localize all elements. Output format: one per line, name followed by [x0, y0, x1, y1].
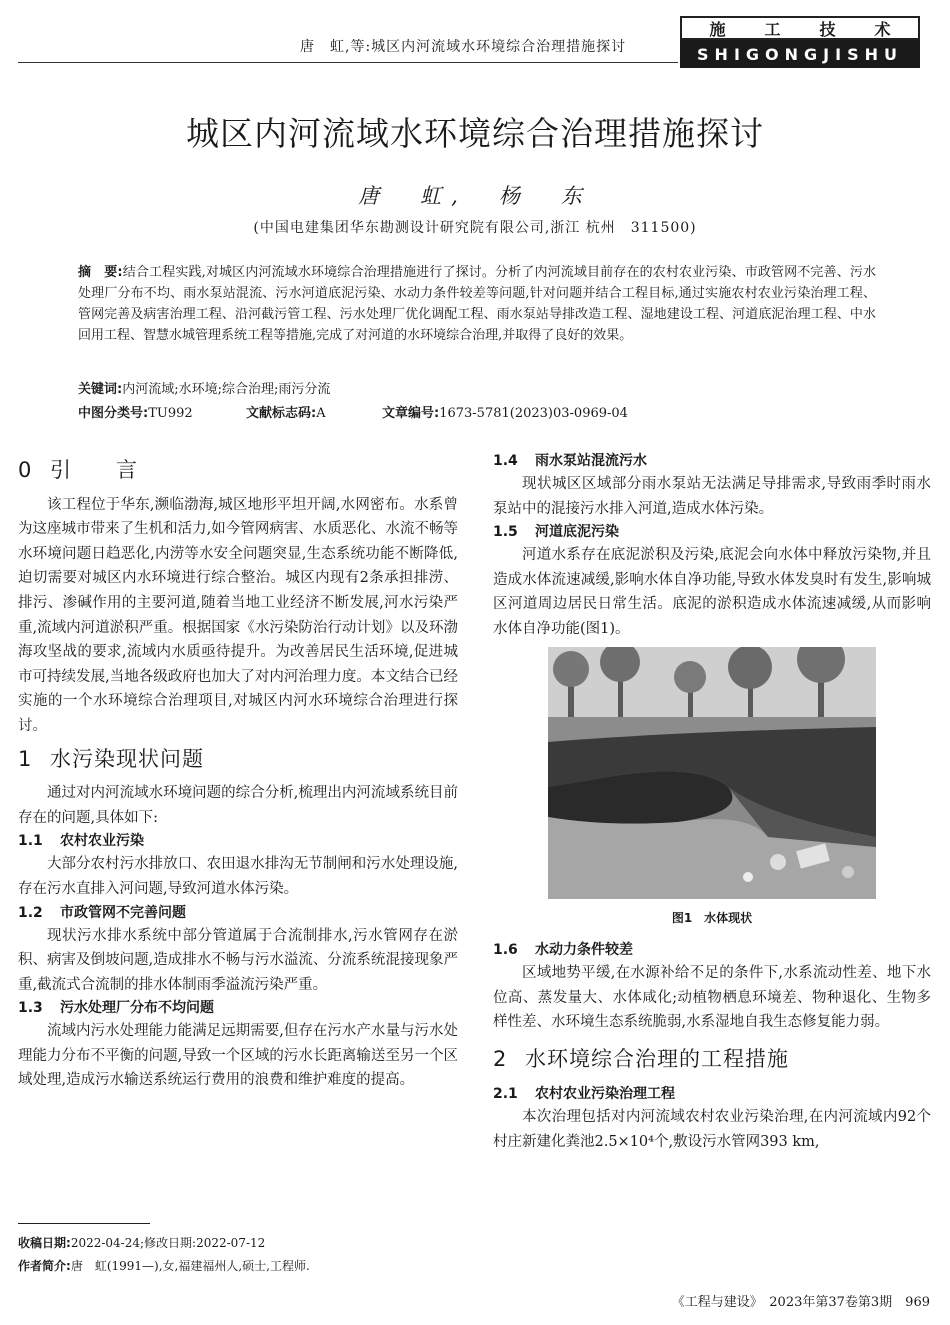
- subsection-heading: 1.3 污水处理厂分布不均问题: [18, 1000, 214, 1017]
- article-title: 城区内河流域水环境综合治理措施探讨: [186, 114, 764, 153]
- subsection-heading: 2.1 农村农业污染治理工程: [493, 1086, 675, 1103]
- paragraph: 本次治理包括对内河流域农村农业污染治理,在内河流域内92个村庄新建化粪池2.5×10⁴个,敷设污水管网393 km,: [493, 1109, 931, 1150]
- running-title: 唐 虹,等:城区内河流域水环境综合治理措施探讨: [300, 39, 627, 55]
- column-name-cn: 施 工 技 术: [680, 16, 920, 40]
- paragraph: 现状城区区域部分雨水泵站无法满足导排需求,导致雨季时雨水泵站中的混接污水排入河道,造成水体污染。: [493, 476, 931, 517]
- photo-illustration: [548, 647, 876, 899]
- article-number: 1673-5781(2023)03-0969-04: [439, 406, 628, 421]
- paragraph: 区域地势平缓,在水源补给不足的条件下,水系流动性差、地下水位高、蒸发量大、水体咸化;动植物栖息环境差、物种退化、生物多样性差、水环境生态系统脆弱,水系湿地自我生态修复能力弱。: [493, 965, 931, 1031]
- header-rule: [18, 62, 678, 63]
- affiliation: (中国电建集团华东勘测设计研究院有限公司,浙江 杭州 311500): [253, 220, 697, 236]
- abstract-text: 结合工程实践,对城区内河流域水环境综合治理措施进行了探讨。分析了内河流域目前存在的农村农业污染、市政管网不完善、污水处理厂分布不均、雨水泵站混流、污水河道底泥污染、水动力条件较差等问题,针对问题并结合工程目标,通过实施农村农业污染治理工程、管网完善及病害治理工程、沿河截污管工程、污水处理厂优化调配工程、雨水泵站导排改造工程、湿地建设工程、河道底泥治理工程、中水回用工程、智慧水城管理系统工程等措施,完成了对河道的水环境综合治理,并取得了良好的效果。: [78, 265, 876, 343]
- received-date: 收稿日期:2022-04-24;修改日期:2022-07-12: [18, 1236, 266, 1250]
- footnote-rule: [18, 1223, 150, 1224]
- paragraph: 通过对内河流域水环境问题的综合分析,梳理出内河流域系统目前存在的问题,具体如下:: [18, 785, 458, 826]
- document-code: A: [316, 406, 326, 421]
- journal-page-info: 《工程与建设》 2023年第37卷第3期 969: [671, 1295, 930, 1310]
- paragraph: 流域内污水处理能力能满足远期需要,但存在污水产水量与污水处理能力分布不平衡的问题,导致一个区域的污水长距离输送至另一个区域处理,造成污水输送系统运行费用的浪费和维护难度的提高。: [18, 1023, 458, 1089]
- water-condition-photo: [548, 647, 876, 899]
- section-heading: 0 引 言: [18, 458, 138, 482]
- subsection-heading: 1.1 农村农业污染: [18, 833, 144, 850]
- paragraph: 河道水系存在底泥淤积及污染,底泥会向水体中释放污染物,并且造成水体流速减缓,影响水体自净功能,导致水体发臭时有发生,影响城区河道周边居民日常生活。底泥的淤积造成水体流速减缓,从而影响水体自净功能(图1)。: [493, 547, 931, 637]
- left-column: [18, 458, 458, 1093]
- section-heading: 2 水环境综合治理的工程措施: [493, 1046, 789, 1071]
- paragraph: 大部分农村污水排放口、农田退水排沟无节制闸和污水处理设施,存在污水直排入河问题,导致河道水体污染。: [18, 856, 458, 897]
- section-heading: 1 水污染现状问题: [18, 746, 204, 771]
- abstract-label: 摘 要:: [78, 265, 123, 280]
- paragraph: 该工程位于华东,濒临渤海,城区地形平坦开阔,水网密布。水系曾为这座城市带来了生机和活力,如今管网病害、水质恶化、水流不畅等水环境问题日趋恶化,内涝等水安全问题突显,生态系统功能不断降低,迫切需要对城区内水环境进行综合整治。城区内现有2条承担排涝、排污、渗碱作用的主要河道,随着当地工业经济不断发展,河水污染严重,流域内河道淤积严重。根据国家《水污染防治行动计划》以及环渤海攻坚战的要求,流域内水质亟待提升。为改善居民生活环境,促进城市可持续发展,当地各级政府也加大了对内河治理力度。本文结合已经实施的一个水环境综合治理项目,对城区内河水环境综合治理进行探讨。: [18, 496, 458, 734]
- right-column-bottom: [493, 939, 931, 1155]
- authors: 唐 虹, 杨 东: [358, 184, 592, 208]
- classification-line: 中图分类号:TU992 文献标志码:A 文章编号:1673-5781(2023)03-0969-04: [78, 406, 628, 421]
- column-name-en: SHIGONGJISHU: [680, 40, 920, 68]
- right-column-top: [493, 450, 931, 642]
- subsection-heading: 1.5 河道底泥污染: [493, 524, 619, 541]
- abstract: [78, 262, 876, 346]
- keywords-label: 关键词:: [78, 382, 123, 397]
- author-bio: 作者简介:唐 虹(1991—),女,福建福州人,硕士,工程师.: [18, 1259, 310, 1273]
- keywords-text: 内河流域;水环境;综合治理;雨污分流: [122, 382, 331, 397]
- paragraph: 现状污水排水系统中部分管道属于合流制排水,污水管网存在淤积、病害及倒坡问题,造成排水不畅与污水溢流、分流系统混接现象严重,截流式合流制的排水体制雨季溢流污染严重。: [18, 927, 458, 993]
- subsection-heading: 1.2 市政管网不完善问题: [18, 904, 186, 921]
- column-badge: [680, 16, 920, 68]
- keywords: [78, 378, 330, 397]
- figure-caption: 图1 水体现状: [671, 911, 753, 925]
- clc-number: TU992: [148, 406, 193, 421]
- subsection-heading: 1.6 水动力条件较差: [493, 942, 633, 958]
- subsection-heading: 1.4 雨水泵站混流污水: [493, 453, 647, 469]
